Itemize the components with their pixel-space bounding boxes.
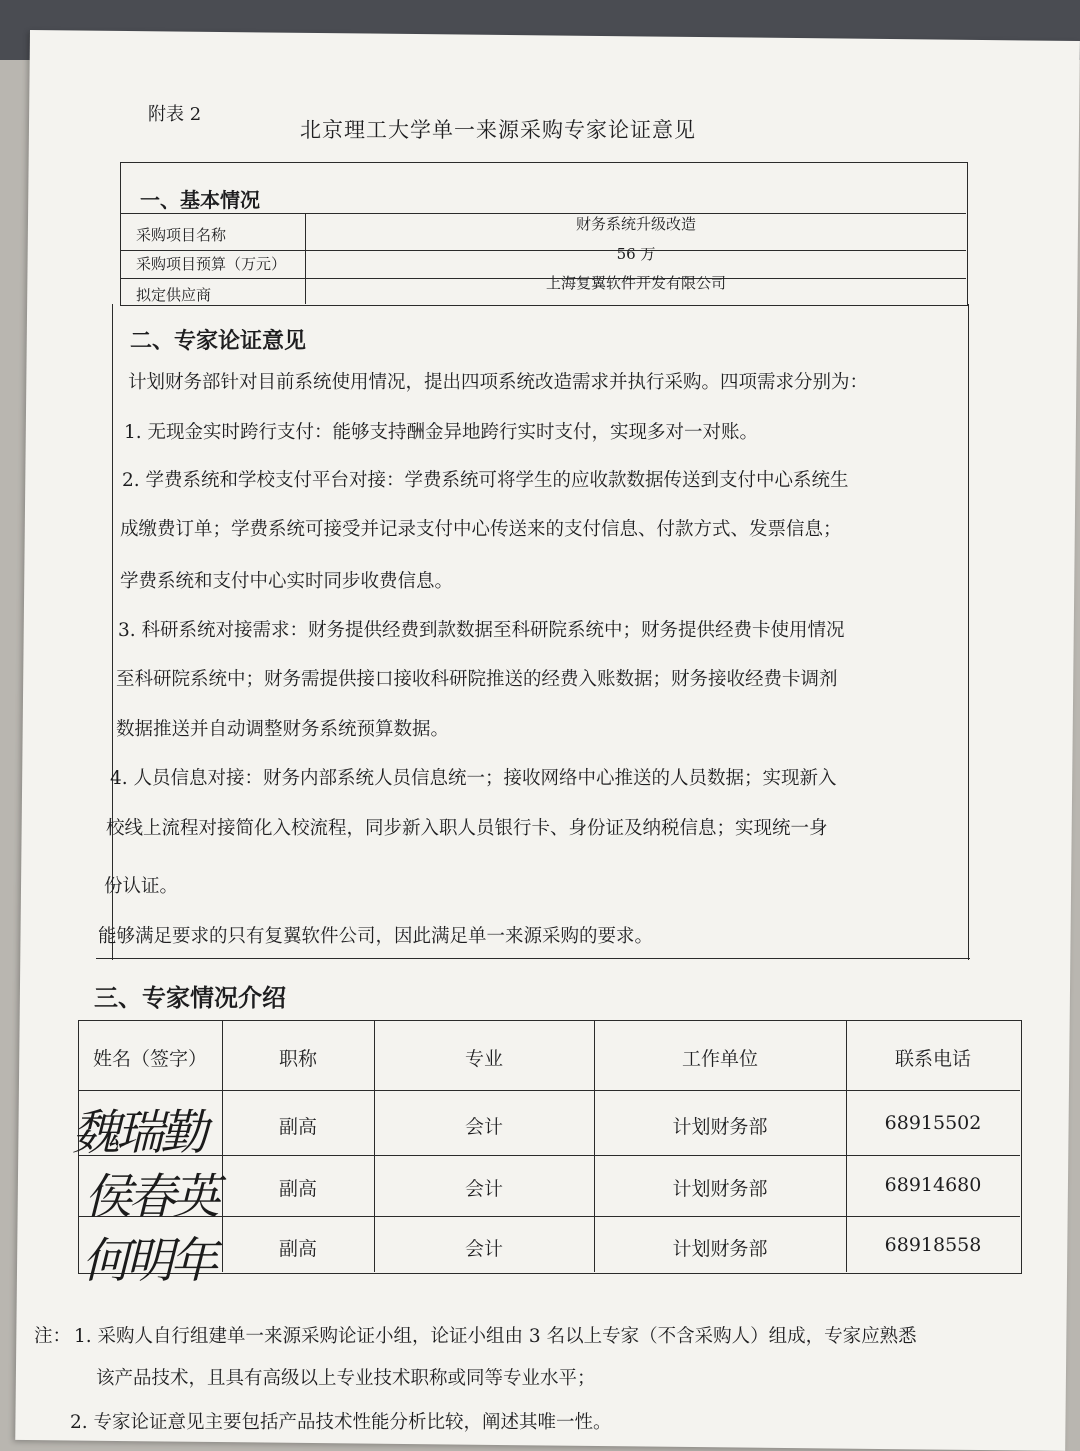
- opinion-conclusion: 能够满足要求的只有复翼软件公司，因此满足单一来源采购的要求。: [98, 926, 654, 947]
- project-name-label: 采购项目名称: [136, 226, 227, 244]
- annex-label: 附表 2: [148, 104, 202, 125]
- signature-3: 何明年: [82, 1233, 215, 1289]
- table-cell-title: 副高: [278, 1238, 317, 1260]
- table-cell-major: 会计: [464, 1116, 503, 1138]
- table-cell-unit: 计划财务部: [672, 1238, 768, 1260]
- budget-label: 采购项目预算（万元）: [136, 255, 287, 273]
- section2-heading: 二、专家论证意见: [130, 328, 307, 354]
- section3-heading: 三、专家情况介绍: [94, 983, 286, 1012]
- opinion-line: 学费系统和支付中心实时同步收费信息。: [120, 571, 454, 592]
- opinion-line: 成缴费订单；学费系统可接受并记录支付中心传送来的支付信息、付款方式、发票信息；: [120, 519, 842, 540]
- project-name-value: 财务系统升级改造: [575, 215, 696, 233]
- note-item: 2. 专家论证意见主要包括产品技术性能分析比较，阐述其唯一性。: [70, 1412, 612, 1433]
- column-header-unit: 工作单位: [681, 1048, 758, 1070]
- column-header-title: 职称: [278, 1048, 317, 1070]
- table-cell-unit: 计划财务部: [672, 1178, 768, 1200]
- column-header-phone: 联系电话: [894, 1048, 971, 1070]
- column-header-major: 专业: [464, 1048, 503, 1070]
- supplier-value: 上海复翼软件开发有限公司: [545, 274, 726, 292]
- note-item: 该产品技术，且具有高级以上专业技术职称或同等专业水平；: [96, 1368, 596, 1389]
- opinion-line: 至科研院系统中；财务需提供接口接收科研院推送的经费入账数据；财务接收经费卡调剂: [116, 669, 838, 690]
- signature-2: 侯春英: [84, 1169, 217, 1225]
- opinion-line: 2. 学费系统和学校支付平台对接：学费系统可将学生的应收款数据传送到支付中心系统生: [122, 470, 849, 491]
- column-header-name: 姓名（签字）: [92, 1048, 207, 1070]
- table-cell-title: 副高: [278, 1178, 317, 1200]
- note-item: 1. 采购人自行组建单一来源采购论证小组，论证小组由 3 名以上专家（不含采购人）组成，专家应熟悉: [74, 1326, 917, 1347]
- opinion-line: 3. 科研系统对接需求：财务提供经费到款数据至科研院系统中；财务提供经费卡使用情况: [118, 620, 845, 641]
- notes-prefix: 注：: [34, 1326, 72, 1347]
- table-cell-unit: 计划财务部: [672, 1116, 768, 1138]
- table-cell-phone: 68914680: [884, 1174, 982, 1196]
- table-cell-major: 会计: [464, 1238, 503, 1260]
- budget-value: 56 万: [616, 245, 656, 263]
- document-title: 北京理工大学单一来源采购专家论证意见: [300, 118, 696, 142]
- signature-1: 魏瑞勤: [72, 1105, 205, 1161]
- table-cell-phone: 68915502: [884, 1112, 982, 1134]
- opinion-line: 数据推送并自动调整财务系统预算数据。: [116, 719, 450, 740]
- supplier-label: 拟定供应商: [136, 286, 212, 304]
- opinion-line: 校线上流程对接简化入校流程，同步新入职人员银行卡、身份证及纳税信息；实现统一身: [106, 818, 828, 839]
- opinion-line: 份认证。: [104, 876, 179, 897]
- table-cell-major: 会计: [464, 1178, 503, 1200]
- opinion-line: 计划财务部针对目前系统使用情况，提出四项系统改造需求并执行采购。四项需求分别为：: [128, 372, 869, 393]
- table-cell-phone: 68918558: [884, 1234, 982, 1256]
- section1-heading: 一、基本情况: [140, 188, 260, 212]
- opinion-line: 1. 无现金实时跨行支付：能够支持酬金异地跨行实时支付，实现多对一对账。: [124, 422, 759, 443]
- opinion-line: 4. 人员信息对接：财务内部系统人员信息统一；接收网络中心推送的人员数据；实现新入: [110, 768, 837, 789]
- table-cell-title: 副高: [278, 1116, 317, 1138]
